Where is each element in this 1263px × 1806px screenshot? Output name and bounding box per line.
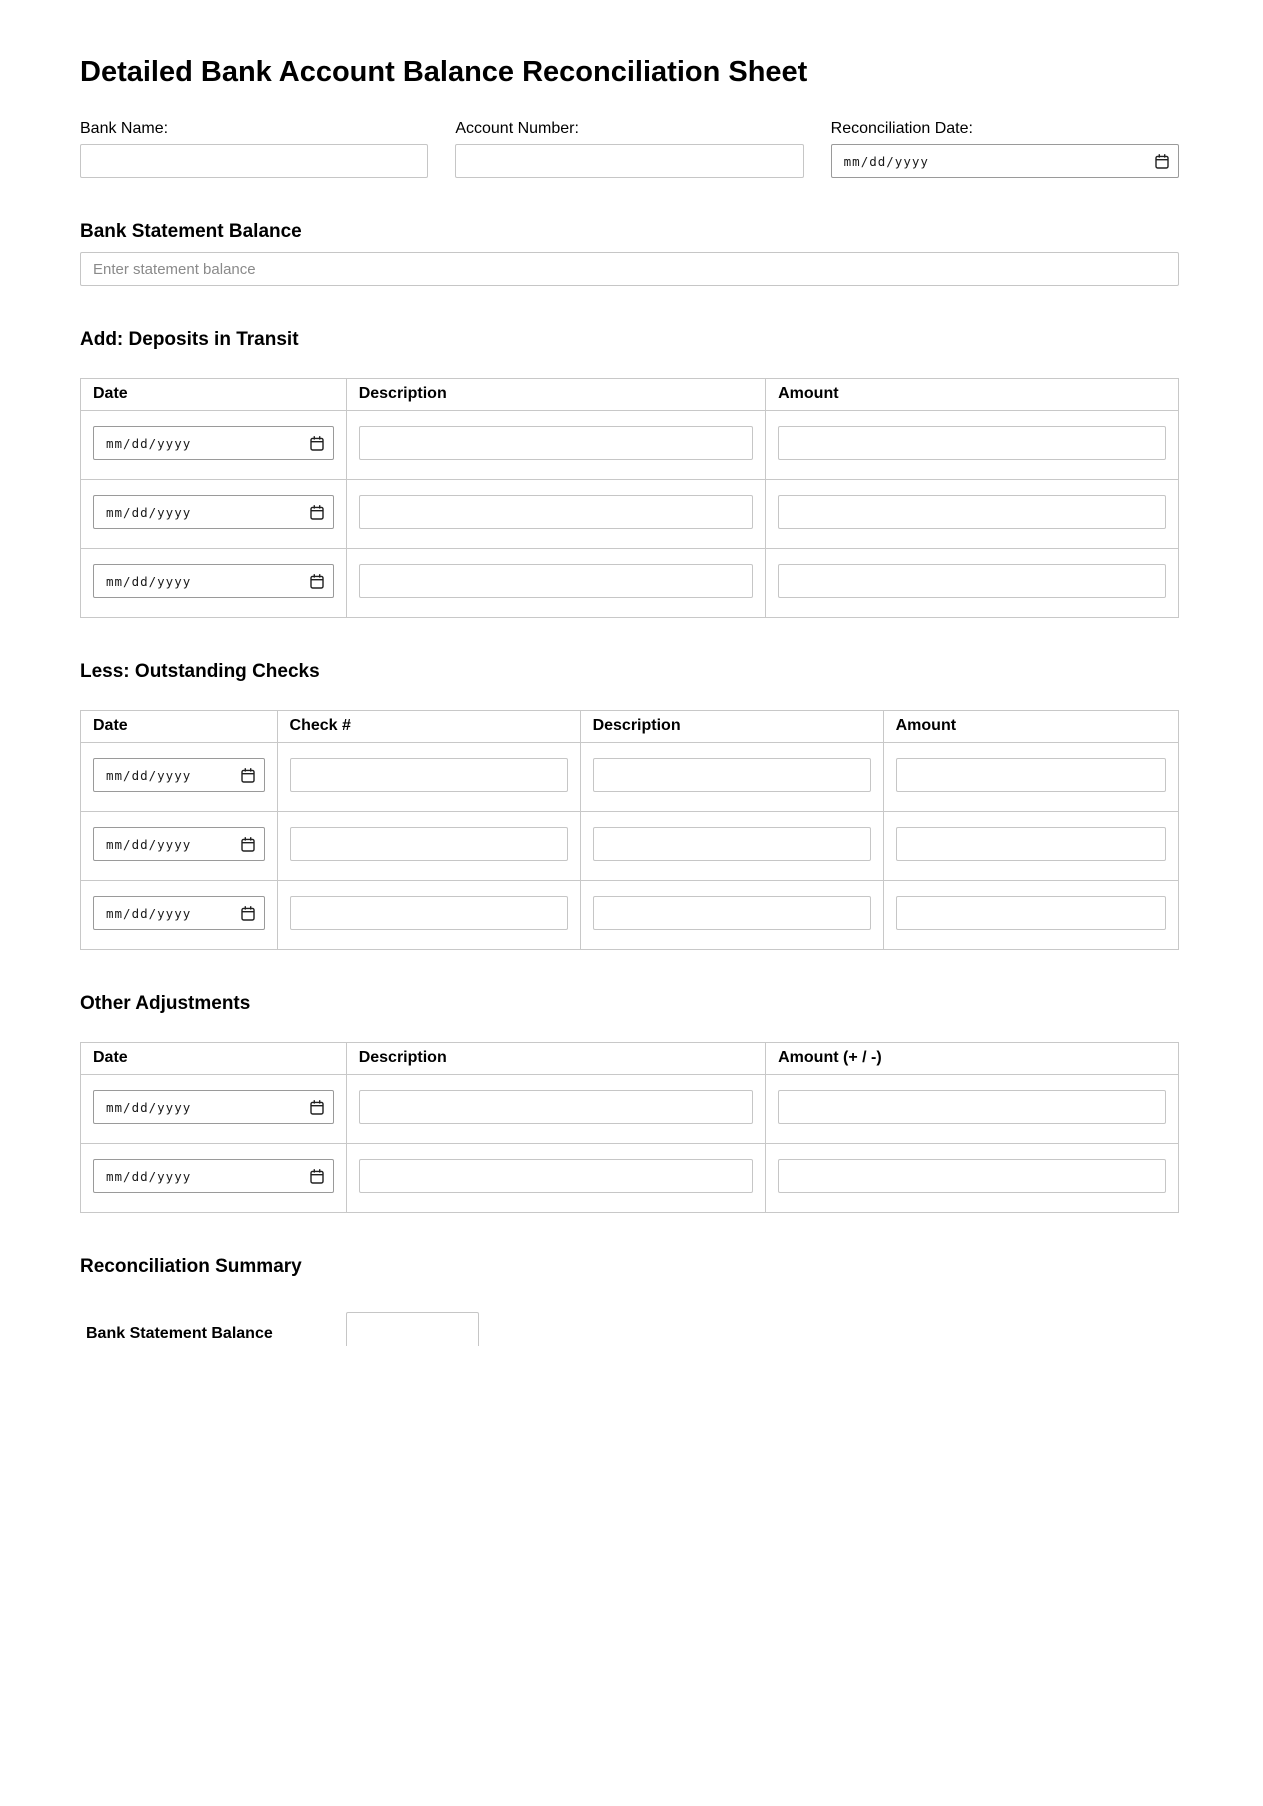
deposits-header-row xyxy=(81,379,1179,411)
date-placeholder: mm/dd/yyyy xyxy=(843,153,929,169)
checks-column-header-amount: Amount xyxy=(883,711,1178,743)
deposit-description-input[interactable] xyxy=(359,495,753,529)
calendar-icon[interactable] xyxy=(310,1100,324,1115)
bank-name-input[interactable] xyxy=(80,144,428,178)
calendar-icon[interactable] xyxy=(241,906,255,921)
calendar-icon[interactable] xyxy=(310,436,324,451)
check-description-input[interactable] xyxy=(593,896,871,930)
adjustments-column-header-amount: Amount (+ / -) xyxy=(766,1043,1179,1075)
calendar-icon[interactable] xyxy=(1155,154,1169,169)
deposit-amount-input[interactable] xyxy=(778,495,1166,529)
statement-balance-input[interactable] xyxy=(80,252,1179,286)
statement-balance-heading: Bank Statement Balance xyxy=(80,221,302,242)
adjustment-row xyxy=(81,1144,1179,1213)
calendar-icon[interactable] xyxy=(241,768,255,783)
summary-statement-balance-label: Bank Statement Balance xyxy=(86,1325,273,1342)
deposits-table xyxy=(80,378,1179,618)
date-placeholder: mm/dd/yyyy xyxy=(106,504,192,520)
adjustment-date-input[interactable] xyxy=(93,1159,334,1193)
date-placeholder: mm/dd/yyyy xyxy=(106,435,192,451)
deposit-description-input[interactable] xyxy=(359,426,753,460)
bank-name-label: Bank Name: xyxy=(80,120,169,137)
adjustments-heading: Other Adjustments xyxy=(80,993,251,1014)
check-number-input[interactable] xyxy=(290,896,568,930)
summary-row xyxy=(80,1312,1179,1346)
summary-statement-balance-input[interactable] xyxy=(346,1312,479,1346)
deposit-amount-input[interactable] xyxy=(778,564,1166,598)
adjustment-row xyxy=(81,1075,1179,1144)
check-amount-input[interactable] xyxy=(896,758,1166,792)
check-amount-input[interactable] xyxy=(896,896,1166,930)
checks-header-row xyxy=(81,711,1179,743)
date-placeholder: mm/dd/yyyy xyxy=(106,1168,192,1184)
adjustment-description-input[interactable] xyxy=(359,1159,753,1193)
check-amount-input[interactable] xyxy=(896,827,1166,861)
checks-heading: Less: Outstanding Checks xyxy=(80,661,320,682)
check-description-input[interactable] xyxy=(593,827,871,861)
deposits-column-header-description: Description xyxy=(346,379,765,411)
deposits-heading: Add: Deposits in Transit xyxy=(80,329,299,350)
top-fields-row xyxy=(80,119,1179,178)
account-number-field xyxy=(455,119,803,178)
check-row xyxy=(81,812,1179,881)
calendar-icon[interactable] xyxy=(241,837,255,852)
reconciliation-date-label: Reconciliation Date: xyxy=(830,120,973,137)
date-placeholder: mm/dd/yyyy xyxy=(106,767,192,783)
adjustment-date-input[interactable] xyxy=(93,1090,334,1124)
adjustment-amount-input[interactable] xyxy=(778,1090,1166,1124)
calendar-icon[interactable] xyxy=(310,574,324,589)
check-date-input[interactable] xyxy=(93,896,265,930)
summary-heading: Reconciliation Summary xyxy=(80,1256,302,1277)
deposit-row xyxy=(81,411,1179,480)
deposit-amount-input[interactable] xyxy=(778,426,1166,460)
checks-column-header-date: Date xyxy=(81,711,278,743)
adjustments-column-header-date: Date xyxy=(81,1043,347,1075)
checks-table xyxy=(80,710,1179,950)
reconciliation-date-field xyxy=(831,119,1179,178)
check-description-input[interactable] xyxy=(593,758,871,792)
checks-column-header-description: Description xyxy=(580,711,883,743)
deposit-date-input[interactable] xyxy=(93,495,334,529)
checks-column-header-check-number: Check # xyxy=(277,711,580,743)
check-date-input[interactable] xyxy=(93,827,265,861)
date-placeholder: mm/dd/yyyy xyxy=(106,573,192,589)
adjustments-column-header-description: Description xyxy=(346,1043,765,1075)
calendar-icon[interactable] xyxy=(310,505,324,520)
date-placeholder: mm/dd/yyyy xyxy=(106,905,192,921)
deposits-column-header-date: Date xyxy=(81,379,347,411)
deposits-column-header-amount: Amount xyxy=(766,379,1179,411)
check-row xyxy=(81,881,1179,950)
deposit-row xyxy=(81,549,1179,618)
calendar-icon[interactable] xyxy=(310,1169,324,1184)
deposit-row xyxy=(81,480,1179,549)
bank-name-field xyxy=(80,119,428,178)
date-placeholder: mm/dd/yyyy xyxy=(106,836,192,852)
deposit-date-input[interactable] xyxy=(93,564,334,598)
adjustment-amount-input[interactable] xyxy=(778,1159,1166,1193)
adjustment-description-input[interactable] xyxy=(359,1090,753,1124)
deposit-description-input[interactable] xyxy=(359,564,753,598)
reconciliation-date-input[interactable] xyxy=(831,144,1179,178)
check-row xyxy=(81,743,1179,812)
date-placeholder: mm/dd/yyyy xyxy=(106,1099,192,1115)
adjustments-header-row xyxy=(81,1043,1179,1075)
account-number-input[interactable] xyxy=(455,144,803,178)
deposit-date-input[interactable] xyxy=(93,426,334,460)
account-number-label: Account Number: xyxy=(455,120,579,137)
check-number-input[interactable] xyxy=(290,758,568,792)
page-title: Detailed Bank Account Balance Reconciliation Sheet xyxy=(80,56,808,88)
check-number-input[interactable] xyxy=(290,827,568,861)
adjustments-table xyxy=(80,1042,1179,1213)
check-date-input[interactable] xyxy=(93,758,265,792)
